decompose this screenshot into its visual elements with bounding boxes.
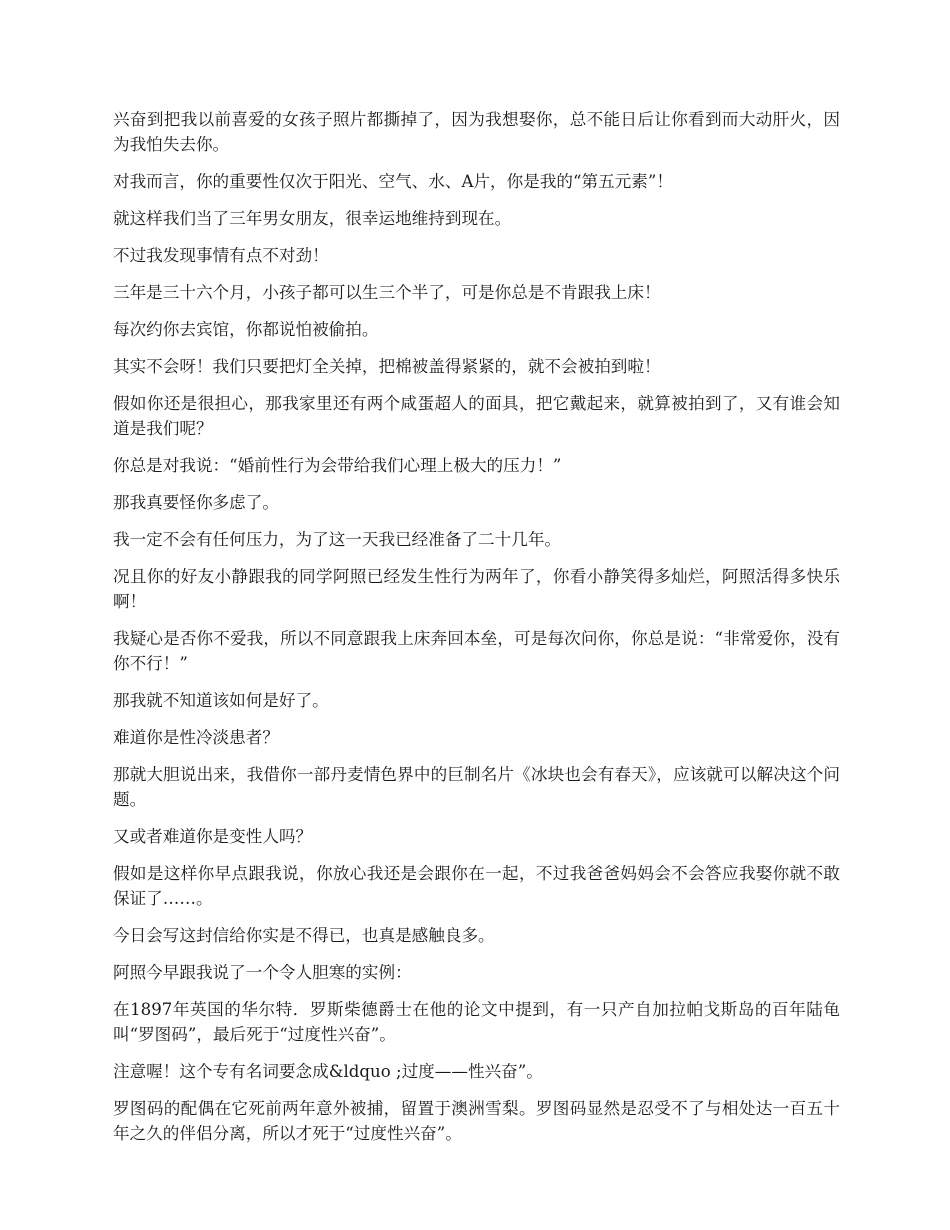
paragraph: 况且你的好友小静跟我的同学阿照已经发生性行为两年了，你看小静笑得多灿烂，阿照活得多快乐啊！ — [113, 567, 840, 611]
paragraph: 那我真要怪你多虑了。 — [113, 493, 279, 512]
paragraph: 假如你还是很担心，那我家里还有两个咸蛋超人的面具，把它戴起来，就算被拍到了，又有谁会知道是我们呢？ — [113, 394, 840, 438]
paragraph: 在1897年英国的华尔特．罗斯柴德爵士在他的论文中提到，有一只产自加拉帕戈斯岛的百年陆龟叫“罗图码”，最后死于“过度性兴奋”。 — [113, 1000, 840, 1044]
paragraph: 阿照今早跟我说了一个令人胆寒的实例： — [113, 963, 412, 982]
paragraph: 你总是对我说：“婚前性行为会带给我们心理上极大的压力！” — [113, 456, 562, 475]
paragraph: 又或者难道你是变性人吗？ — [113, 827, 313, 846]
document-body — [113, 107, 840, 1158]
paragraph: 兴奋到把我以前喜爱的女孩子照片都撕掉了，因为我想娶你，总不能日后让你看到而大动肝火，因为我怕失去你。 — [113, 110, 840, 154]
paragraph: 那我就不知道该如何是好了。 — [113, 691, 329, 710]
paragraph: 其实不会呀！我们只要把灯全关掉，把棉被盖得紧紧的，就不会被拍到啦！ — [113, 357, 661, 376]
paragraph: 我一定不会有任何压力，为了这一天我已经准备了二十几年。 — [113, 530, 562, 549]
paragraph: 今日会写这封信给你实是不得已，也真是感触良多。 — [113, 926, 495, 945]
paragraph: 注意喔！这个专有名词要念成&ldquo ;过度——性兴奋”。 — [113, 1062, 543, 1081]
paragraph: 难道你是性冷淡患者？ — [113, 728, 279, 747]
paragraph: 假如是这样你早点跟我说，你放心我还是会跟你在一起，不过我爸爸妈妈会不会答应我娶你就不敢保证了……。 — [113, 864, 840, 908]
paragraph: 对我而言，你的重要性仅次于阳光、空气、水、A片，你是我的“第五元素”！ — [113, 172, 673, 191]
paragraph: 不过我发现事情有点不对劲！ — [113, 246, 329, 265]
paragraph: 我疑心是否你不爱我，所以不同意跟我上床奔回本垒，可是每次问你，你总是说：“非常爱你，没有你不行！” — [113, 629, 840, 673]
paragraph: 三年是三十六个月，小孩子都可以生三个半了，可是你总是不肯跟我上床！ — [113, 283, 661, 302]
paragraph: 罗图码的配偶在它死前两年意外被捕，留置于澳洲雪梨。罗图码显然是忍受不了与相处达一百五十年之久的伴侣分离，所以才死于“过度性兴奋”。 — [113, 1099, 840, 1143]
paragraph: 就这样我们当了三年男女朋友，很幸运地维持到现在。 — [113, 209, 512, 228]
paragraph: 那就大胆说出来，我借你一部丹麦情色界中的巨制名片《冰块也会有春天》，应该就可以解决这个问题。 — [113, 765, 840, 809]
paragraph: 每次约你去宾馆，你都说怕被偷拍。 — [113, 320, 379, 339]
